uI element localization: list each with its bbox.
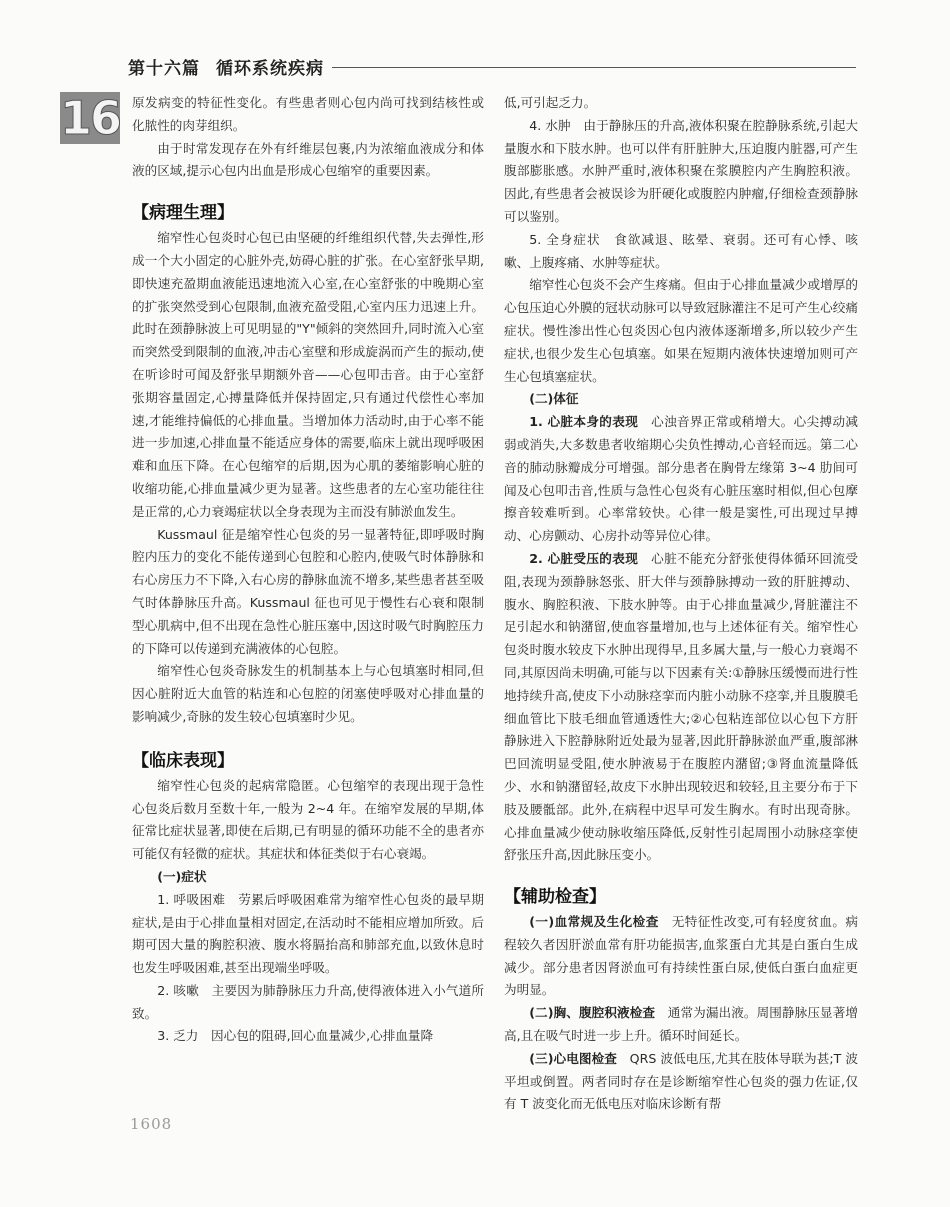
item-label: 5. 全身症状: [529, 231, 601, 247]
item-label: 2. 咳嗽: [157, 982, 199, 998]
item-text: 因心包的阻碍,回心血量减少,心排血量降: [211, 1028, 434, 1044]
paragraph: 缩窄性心包炎奇脉发生的机制基本上与心包填塞时相同,但因心脏附近大血管的粘连和心包腔的闭塞使呼吸对心排血量的影响减少,奇脉的发生较心包填塞时少见。: [132, 663, 484, 724]
item-text: 心浊音界正常或稍增大。心尖搏动减弱或消失,大多数患者收缩期心尖负性搏动,心音轻而远。第二心音的肺动脉瓣成分可增强。部分患者在胸骨左缘第 3~4 肋间可闻及心包叩击音,性质与急性心包炎有心脏压塞时相似,但心包摩擦音较难听到。心率常较快。心律一般是窦性,可出现过早搏动、心房颤动、心房扑动等异位心律。: [504, 414, 858, 544]
list-item: [504, 911, 858, 1002]
subheading-symptoms: (一)症状: [157, 868, 207, 884]
item-text: 由于静脉压的升高,液体积聚在腔静脉系统,引起大量腹水和下肢水肿。也可以伴有肝脏肿大,压迫腹内脏器,可产生腹部膨胀感。水肿严重时,液体积聚在浆膜腔内产生胸腔积液。因此,有些患者会被误诊为肝硬化或腹腔内肿瘤,仔细检查颈静脉可以鉴别。: [504, 117, 858, 224]
right-column: [504, 92, 858, 1116]
running-header: [128, 54, 856, 78]
item-text: 无特征性改变,可有轻度贫血。病程较久者因肝淤血常有肝功能损害,血浆蛋白尤其是白蛋白生成减少。部分患者因肾淤血可有持续性蛋白尿,使低白蛋白血症更为明显。: [504, 914, 859, 998]
item-text: 通常为漏出液。周围静脉压显著增高,且在吸气时进一步上升。循环时间延长。: [504, 1005, 859, 1044]
item-text: 劳累后呼吸困难常为缩窄性心包炎的最早期症状,是由于心排血量相对固定,在活动时不能相应增加所致。后期可因大量的胸腔积液、腹水将膈抬高和肺部充血,以致休息时也发生呼吸困难,甚至出现端坐呼吸。: [132, 891, 484, 976]
chapter-badge: [60, 92, 120, 144]
list-item: [504, 1048, 858, 1116]
item-text: 食欲减退、眩晕、衰弱。还可有心悸、咳嗽、上腹疼痛、水肿等症状。: [504, 231, 858, 270]
item-label: (一)血常规及生化检查: [529, 914, 659, 930]
list-item: [504, 411, 858, 548]
list-item: [504, 548, 858, 867]
item-text: QRS 波低电压,尤其在肢体导联为甚;T 波平坦或倒置。两者同时存在是诊断缩窄性心包炎的强力佐证,仅有 T 波变化而无低电压对临床诊断有帮: [504, 1050, 859, 1112]
paragraph: Kussmaul 征是缩窄性心包炎的另一显著特征,即呼吸时胸腔内压力的变化不能传递到心包腔和心腔内,使吸气时体静脉和右心房压力不下降,入右心房的静脉血流不增多,某些患者甚至吸气时体静脉压升高。Kussmaul 征也可见于慢性右心衰和限制型心肌病中,但不出现在急性心脏压塞中,因这时吸气时胸腔压力的下降可以传递到充满液体的心包腔。: [132, 526, 484, 656]
paragraph: 缩窄性心包炎不会产生疼痛。但由于心排血量减少或增厚的心包压迫心外膜的冠状动脉可以导致冠脉灌注不足可产生心绞痛症状。慢性渗出性心包炎因心包内液体逐渐增多,所以较少产生症状,也很少发生心包填塞。如果在短期内液体快速增加则可产生心包填塞症状。: [504, 277, 858, 384]
paragraph: 低,可引起乏力。: [504, 95, 597, 110]
paragraph: 缩窄性心包炎的起病常隐匿。心包缩窄的表现出现于急性心包炎后数月至数十年,一般为 2~4 年。在缩窄发展的早期,体征常比症状显著,即使在后期,已有明显的循环功能不全的患者亦可能仅有轻微的症状。其症状和体征类似于右心衰竭。: [132, 777, 484, 862]
list-item: [504, 115, 858, 229]
part-title: 第十六篇: [128, 58, 200, 79]
item-label: 1. 心脏本身的表现: [529, 414, 639, 430]
chapter-title: 循环系统疾病: [216, 58, 324, 79]
item-label: (三)心电图检查: [529, 1050, 617, 1066]
list-item: [132, 980, 484, 1026]
chapter-badge-number: 16: [60, 91, 121, 145]
paragraph: 由于时常发现存在外有纤维层包裹,内为浓缩血液成分和体液的区域,提示心包内出血是形成心包缩窄的重要因素。: [132, 140, 484, 179]
item-label: 2. 心脏受压的表现: [529, 550, 639, 566]
section-heading-clinical: 【临床表现】: [132, 750, 234, 771]
page-number: 1608: [130, 1115, 173, 1133]
left-column: [132, 92, 484, 1048]
section-heading-pathophysiology: 【病理生理】: [132, 203, 234, 224]
item-label: 3. 乏力: [157, 1028, 199, 1044]
item-label: (二)胸、腹腔积液检查: [529, 1005, 656, 1021]
section-heading-auxiliary: 【辅助检查】: [504, 887, 606, 908]
item-text: 心脏不能充分舒张使得体循环回流受阻,表现为颈静脉怒张、肝大伴与颈静脉搏动一致的肝脏搏动、腹水、胸腔积液、下肢水肿等。由于心排血量减少,肾脏灌注不足引起水和钠潴留,使血容量增加,也与上述体征有关。缩窄性心包炎时腹水较皮下水肿出现得早,且多属大量,与一般心力衰竭不同,其原因尚未明确,可能与以下因素有关:①静脉压缓慢而进行性地持续升高,使皮下小动脉痉挛而内脏小动脉不痉挛,并且腹膜毛细血管比下肢毛细血管通透性大;②心包粘连部位以心包下方肝静脉进入下腔静脉附近处最为显著,因此肝静脉淤血严重,腹部淋巴回流明显受阻,使水肿液易于在腹腔内潴留;③肾血流量降低少、水和钠潴留轻,故皮下水肿出现较迟和较轻,且主要分布于下肢及腰骶部。此外,在病程中迟早可发生胸水。有时出现奇脉。心排血量减少使动脉收缩压降低,反射性引起周围小动脉痉挛使舒张压升高,因此脉压变小。: [504, 550, 858, 863]
subheading-signs: (二)体征: [529, 391, 579, 407]
item-label: 1. 呼吸困难: [157, 891, 226, 907]
header-rule: [332, 67, 856, 68]
list-item: [132, 889, 484, 980]
item-text: 主要因为肺静脉压力升高,使得液体进入小气道所致。: [132, 982, 484, 1021]
list-item: [132, 1025, 484, 1048]
paragraph: 缩窄性心包炎时心包已由坚硬的纤维组织代替,失去弹性,形成一个大小固定的心脏外壳,妨碍心脏的扩张。在心室舒张早期,即快速充盈期血液能迅速地流入心室,在心室舒张的中晚期心室的扩张突然受到心包限制,血液充盈受阻,心室内压力迅速上升。此时在颈静脉波上可见明显的"Y"倾斜的突然回升,同时流入心室而突然受到限制的血液,冲击心室壁和形成旋涡而产生的振动,使在听诊时可闻及舒张早期额外音——心包叩击音。由于心室舒张期容量固定,心搏量降低并保持固定,只有通过代偿性心率加速,才能维持偏低的心排血量。当增加体力活动时,由于心率不能进一步加速,心排血量不能适应身体的需要,临床上就出现呼吸困难和血压下降。在心包缩窄的后期,因为心肌的萎缩影响心脏的收缩功能,心排血量减少更为显著。这些患者的左心室功能往往是正常的,心力衰竭症状以全身表现为主而没有肺淤血发生。: [132, 230, 484, 519]
list-item: [504, 1002, 858, 1048]
item-label: 4. 水肿: [529, 117, 571, 133]
list-item: [504, 229, 858, 275]
paragraph: 原发病变的特征性变化。有些患者则心包内尚可找到结核性或化脓性的肉芽组织。: [132, 95, 484, 133]
